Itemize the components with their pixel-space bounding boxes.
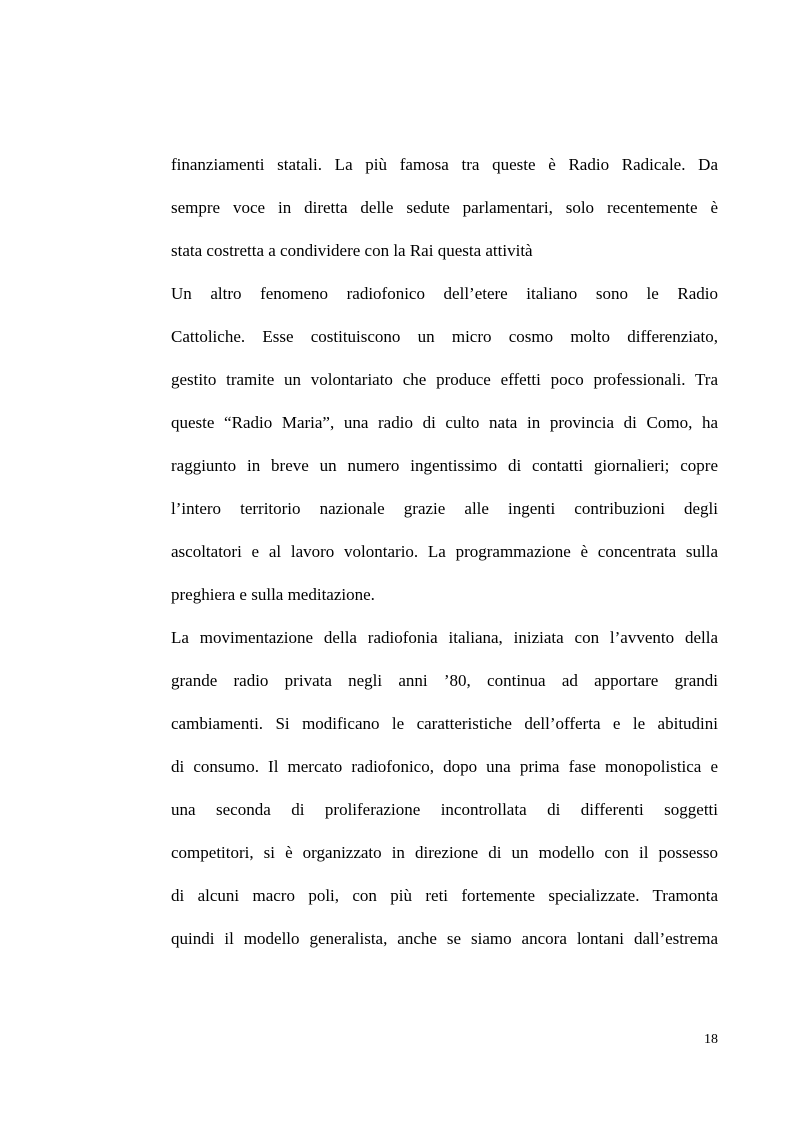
text-line: raggiunto in breve un numero ingentissimo di contatti giornalieri; copre <box>171 456 718 475</box>
text-line: l’intero territorio nazionale grazie alle ingenti contribuzioni degli <box>171 499 718 518</box>
text-line: competitori, si è organizzato in direzione di un modello con il possesso <box>171 843 718 862</box>
text-line: cambiamenti. Si modificano le caratteristiche dell’offerta e le abitudini <box>171 714 718 733</box>
text-line: ascoltatori e al lavoro volontario. La programmazione è concentrata sulla <box>171 542 718 561</box>
text-line: Cattoliche. Esse costituiscono un micro cosmo molto differenziato, <box>171 327 718 346</box>
page-number: 18 <box>704 1032 718 1047</box>
text-line: grande radio privata negli anni ’80, continua ad apportare grandi <box>171 671 718 690</box>
text-line: una seconda di proliferazione incontrollata di differenti soggetti <box>171 800 718 819</box>
text-line: Un altro fenomeno radiofonico dell’etere italiano sono le Radio <box>171 284 718 303</box>
text-line: di alcuni macro poli, con più reti fortemente specializzate. Tramonta <box>171 886 718 905</box>
text-line: La movimentazione della radiofonia italiana, iniziata con l’avvento della <box>171 628 718 647</box>
text-line: gestito tramite un volontariato che produce effetti poco professionali. Tra <box>171 370 718 389</box>
text-line: quindi il modello generalista, anche se siamo ancora lontani dall’estrema <box>171 929 718 948</box>
text-line: queste “Radio Maria”, una radio di culto nata in provincia di Como, ha <box>171 413 718 432</box>
text-line: sempre voce in diretta delle sedute parlamentari, solo recentemente è <box>171 198 718 217</box>
text-line: finanziamenti statali. La più famosa tra queste è Radio Radicale. Da <box>171 155 718 174</box>
text-line: di consumo. Il mercato radiofonico, dopo una prima fase monopolistica e <box>171 757 718 776</box>
text-line: stata costretta a condividere con la Rai questa attività <box>171 241 533 260</box>
text-line: preghiera e sulla meditazione. <box>171 585 375 604</box>
